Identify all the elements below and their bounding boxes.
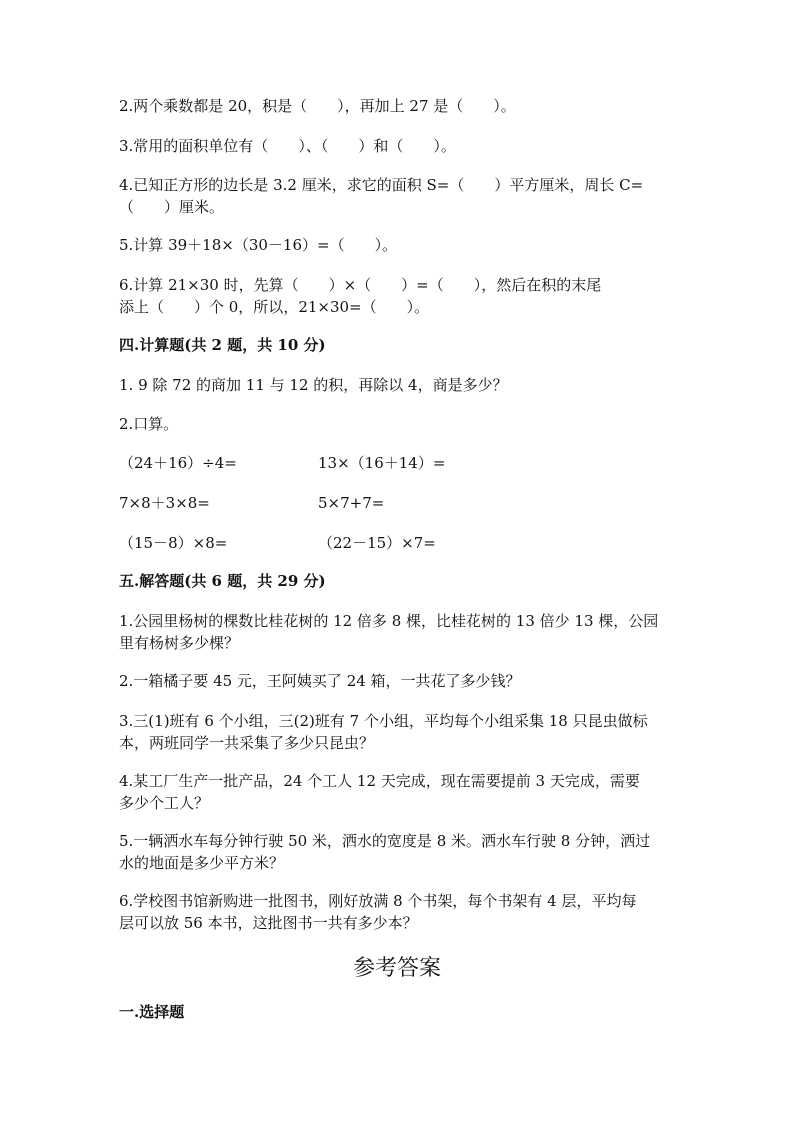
question-5-4-cont: 多少个工人？ <box>119 794 210 812</box>
question-3-6-cont: 添上（ ）个 0，所以，21×30=（ ）。 <box>119 298 430 316</box>
section-5-heading: 五.解答题(共 6 题，共 29 分) <box>119 572 326 590</box>
question-5-5: 5.一辆洒水车每分钟行驶 50 米，洒水的宽度是 8 米。洒水车行驶 8 分钟，洒过 <box>119 832 651 850</box>
question-5-3-cont: 本，两班同学一共采集了多少只昆虫？ <box>119 734 375 752</box>
oral-calc-item: （22－15）×7= <box>318 534 436 552</box>
question-5-2: 2.一箱橘子要 45 元，王阿姨买了 24 箱，一共花了多少钱？ <box>119 672 521 690</box>
oral-calc-item: （15－8）×8= <box>119 534 228 552</box>
answers-title: 参考答案 <box>352 956 441 981</box>
oral-calc-item: 13×（16＋14）= <box>318 454 446 472</box>
question-3-2: 2.两个乘数都是 20，积是（ ），再加上 27 是（ ）。 <box>119 97 516 115</box>
question-5-5-cont: 水的地面是多少平方米？ <box>119 854 285 872</box>
answers-section-1-heading: 一.选择题 <box>119 1003 185 1021</box>
question-3-5: 5.计算 39＋18×（30－16）=（ ）。 <box>119 236 398 254</box>
oral-calc-item: 5×7+7= <box>318 494 385 512</box>
question-5-6: 6.学校图书馆新购进一批图书，刚好放满 8 个书架，每个书架有 4 层，平均每 <box>119 892 637 910</box>
question-3-6: 6.计算 21×30 时，先算（ ）×（ ）=（ ），然后在积的末尾 <box>119 276 602 294</box>
question-5-3: 3.三(1)班有 6 个小组，三(2)班有 7 个小组，平均每个小组采集 18 只昆虫做标 <box>119 712 648 730</box>
question-3-4: 4.已知正方形的边长是 3.2 厘米，求它的面积 S=（ ）平方厘米，周长 C= <box>119 176 644 194</box>
question-5-1: 1.公园里杨树的棵数比桂花树的 12 倍多 8 棵，比桂花树的 13 倍少 13 棵，公园 <box>119 612 659 630</box>
section-4-heading: 四.计算题(共 2 题，共 10 分) <box>119 336 326 354</box>
question-5-4: 4.某工厂生产一批产品，24 个工人 12 天完成，现在需要提前 3 天完成，需要 <box>119 772 640 790</box>
question-3-4-cont: （ ）厘米。 <box>119 198 225 216</box>
question-3-3: 3.常用的面积单位有（ ）、（ ）和（ ）。 <box>119 137 456 155</box>
question-5-6-cont: 层可以放 56 本书，这批图书一共有多少本？ <box>119 914 418 932</box>
question-4-2: 2.口算。 <box>119 415 179 433</box>
question-4-1: 1. 9 除 72 的商加 11 与 12 的积，再除以 4，商是多少？ <box>119 376 508 394</box>
oral-calc-item: （24＋16）÷4= <box>119 454 237 472</box>
question-5-1-cont: 里有杨树多少棵？ <box>119 634 240 652</box>
oral-calc-item: 7×8＋3×8= <box>119 494 210 512</box>
